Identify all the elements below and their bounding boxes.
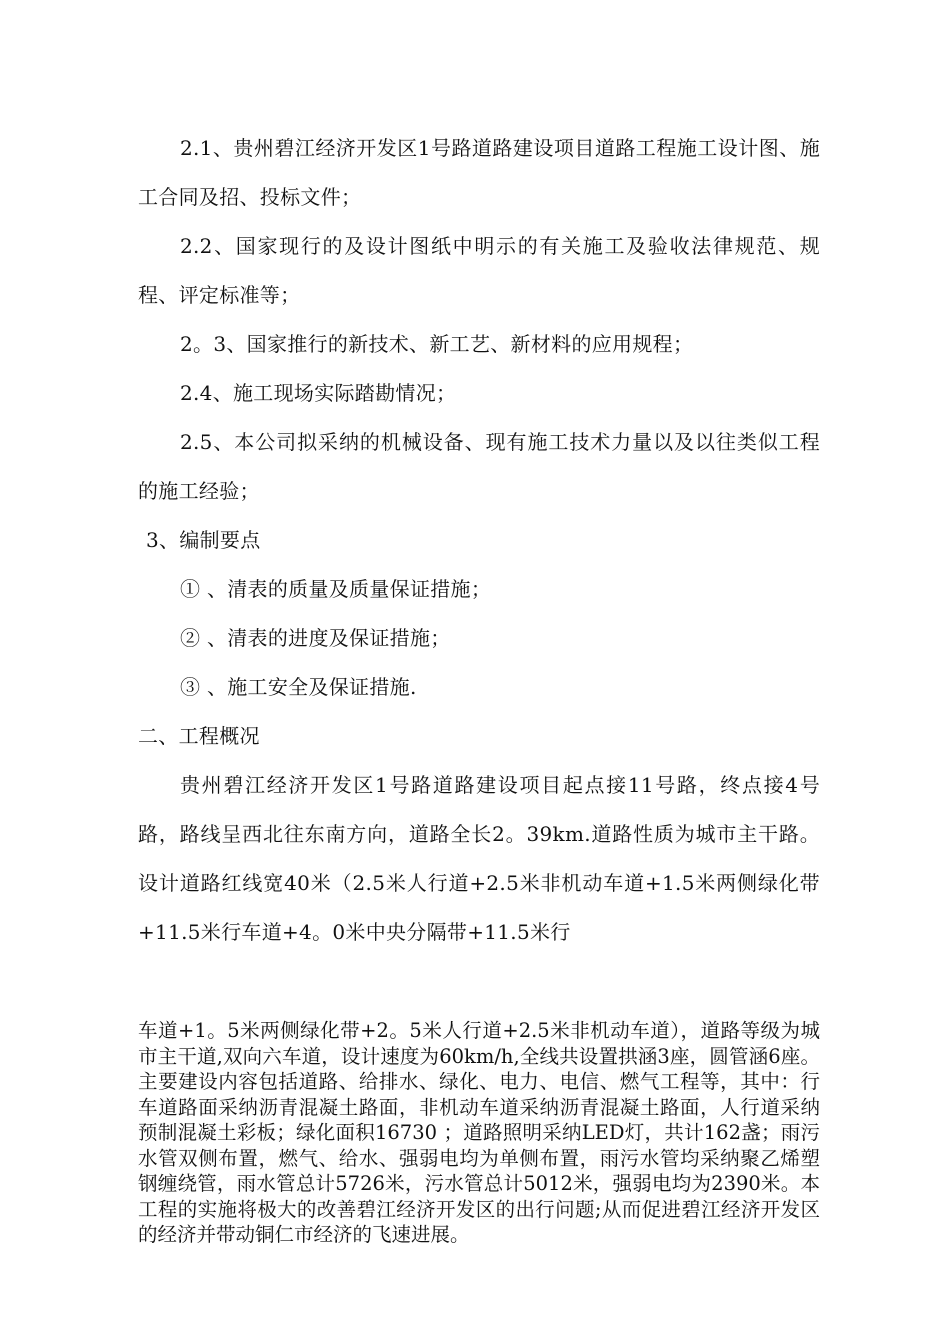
paragraph-2-3: 2。3、国家推行的新技术、新工艺、新材料的应用规程；	[180, 332, 694, 356]
overview-paragraph-1: 贵州碧江经济开发区1号路道路建设项目起点接11号路，终点接4号路，路线呈西北往东南方向，道路全长2。39km.道路性质为城市主干路。设计道路红线宽40米（2.5米人行道+2.5米非机动车道+1.5米两侧绿化带+11.5米行车道+4。0米中央分隔带+11.5米行	[138, 773, 820, 944]
document-body-top	[138, 124, 820, 957]
document-body-bottom	[138, 1018, 820, 1248]
heading-compilation-points: 3、编制要点	[146, 528, 261, 552]
overview-paragraph-2: 车道+1。5米两侧绿化带+2。5米人行道+2.5米非机动车道），道路等级为城市主干道,双向六车道，设计速度为60km/h,全线共设置拱涵3座，圆管涵6座。主要建设内容包括道路、给排水、绿化、电力、电信、燃气工程等，其中：行车道路面采纳沥青混凝土路面，非机动车道采纳沥青混凝土路面，人行道采纳预制混凝土彩板；绿化面积16730 ；道路照明采纳LED灯，共计162盏；雨污水管双侧布置，燃气、给水、强弱电均为单侧布置，雨污水管均采纳聚乙烯塑钢缠绕管，雨水管总计5726米，污水管总计5012米，强弱电均为2390米。本工程的实施将极大的改善碧江经济开发区的出行问题;从而促进碧江经济开发区的经济并带动铜仁市经济的飞速进展。	[138, 1019, 820, 1246]
point-3: ③ 、施工安全及保证措施.	[180, 675, 417, 699]
point-1: ① 、清表的质量及质量保证措施；	[180, 577, 492, 601]
paragraph-2-2: 2.2、国家现行的及设计图纸中明示的有关施工及验收法律规范、规程、评定标准等；	[138, 234, 820, 307]
paragraph-2-5: 2.5、本公司拟采纳的机械设备、现有施工技术力量以及以往类似工程的施工经验；	[138, 430, 820, 503]
paragraph-2-4: 2.4、施工现场实际踏勘情况；	[180, 381, 457, 405]
point-2: ② 、清表的进度及保证措施；	[180, 626, 451, 650]
paragraph-2-1: 2.1、贵州碧江经济开发区1号路道路建设项目道路工程施工设计图、施工合同及招、投标文件；	[138, 136, 820, 209]
heading-project-overview: 二、工程概况	[138, 724, 260, 748]
